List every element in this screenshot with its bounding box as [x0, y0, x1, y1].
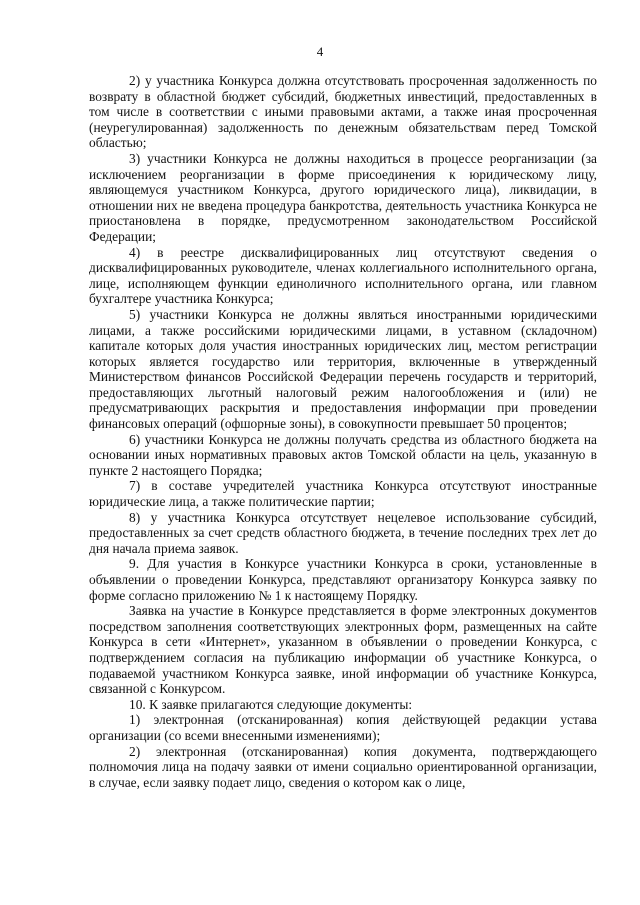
- paragraph: 4) в реестре дисквалифицированных лиц отсутствуют сведения о дисквалифицированных руководителе, членах коллегиального исполнительного органа, лице, исполняющем функции единоличного исполнительного органа, или главном бухгалтере участника Конкурса;: [89, 244, 597, 307]
- paragraph: 8) у участника Конкурса отсутствует нецелевое использование субсидий, предоставленных за счет средств областного бюджета, в течение последних трех лет до дня начала приема заявок.: [89, 509, 597, 556]
- paragraph: 9. Для участия в Конкурсе участники Конкурса в сроки, установленные в объявлении о проведении Конкурса, представляют организатору Конкурса заявку по форме согласно приложению № 1 к настоящему Порядку.: [89, 556, 597, 603]
- paragraph: Заявка на участие в Конкурсе представляется в форме электронных документов посредством заполнения соответствующих электронных форм, размещенных на сайте Конкурса в сети «Интернет», указанном в объявлении о проведении Конкурса, с подтверждением согласия на публикацию информации об участнике Конкурса, о подаваемой участником Конкурса заявке, иной информации об участнике Конкурса, связанной с Конкурсом.: [89, 603, 597, 697]
- paragraph: 6) участники Конкурса не должны получать средства из областного бюджета на основании иных нормативных правовых актов Томской области на цель, указанную в пункте 2 настоящего Порядка;: [89, 431, 597, 478]
- paragraph: 10. К заявке прилагаются следующие документы:: [129, 696, 413, 712]
- page-number: 4: [316, 44, 324, 59]
- paragraph: 2) электронная (отсканированная) копия документа, подтверждающего полномочия лица на подачу заявки от имени социально ориентированной организации, в случае, если заявку подает лицо, сведения о котором как о лице,: [89, 743, 597, 790]
- paragraph: 5) участники Конкурса не должны являться иностранными юридическими лицами, а также российскими юридическими лицами, в уставном (складочном) капитале которых доля участия иностранных юридических лиц, местом регистрации которых является государство или территория, включенные в утвержденный Министерством финансов Российской Федерации перечень государств и территорий, предоставляющих льготный налоговый режим налогообложения и (или) не предусматривающих раскрытия и предоставления информации при проведении финансовых операций (офшорные зоны), в совокупности превышает 50 процентов;: [89, 306, 597, 432]
- paragraph: 1) электронная (отсканированная) копия действующей редакции устава организации (со всеми внесенными изменениями);: [89, 712, 597, 743]
- paragraph: 3) участники Конкурса не должны находиться в процессе реорганизации (за исключением реорганизации в форме присоединения к юридическому лицу, являющемуся участником Конкурса, другого юридического лица), ликвидации, в отношении них не введена процедура банкротства, деятельность участника Конкурса не приостановлена в порядке, предусмотренном законодательством Российской Федерации;: [89, 150, 597, 244]
- paragraph: 2) у участника Конкурса должна отсутствовать просроченная задолженность по возврату в областной бюджет субсидий, бюджетных инвестиций, предоставленных в том числе в соответствии с иными правовыми актами, а также иная просроченная (неурегулированная) задолженность по денежным обязательствам перед Томской областью;: [89, 73, 597, 151]
- document-body: [89, 73, 597, 790]
- paragraph: 7) в составе учредителей участника Конкурса отсутствуют иностранные юридические лица, а также политические партии;: [89, 478, 597, 510]
